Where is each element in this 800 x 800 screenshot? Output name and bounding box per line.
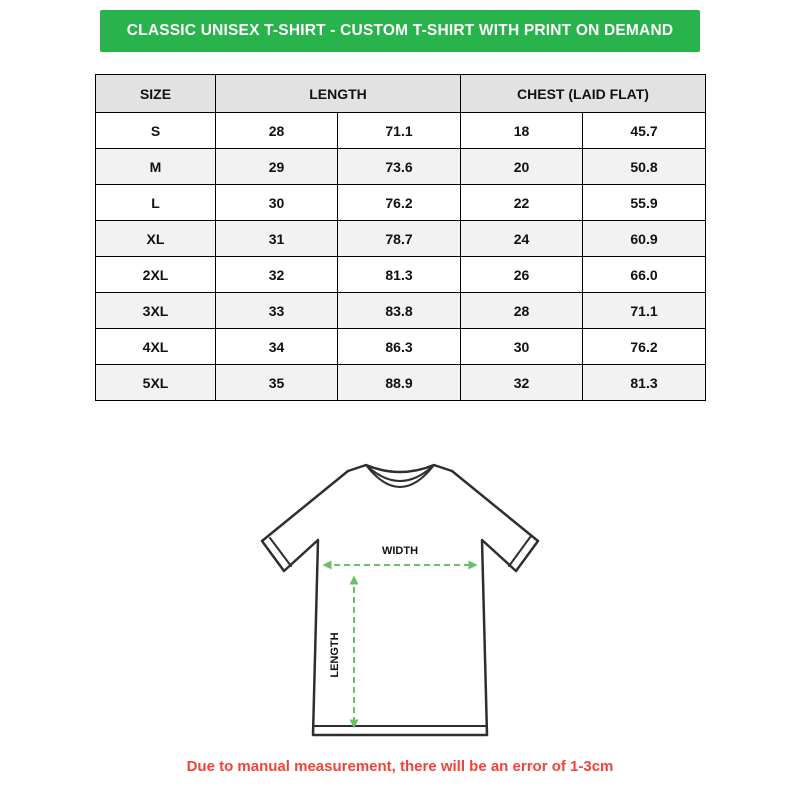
- length-in-cell: 29: [216, 149, 338, 185]
- size-cell: S: [96, 113, 216, 149]
- length-cm-cell: 78.7: [338, 221, 461, 257]
- chest-in-cell: 22: [461, 185, 583, 221]
- length-in-cell: 32: [216, 257, 338, 293]
- size-cell: M: [96, 149, 216, 185]
- table-row: [96, 185, 706, 221]
- length-in-cell: 28: [216, 113, 338, 149]
- chest-in-cell: 20: [461, 149, 583, 185]
- chest-cm-cell: 71.1: [583, 293, 706, 329]
- tshirt-measurement-icon: [250, 445, 550, 745]
- length-cm-cell: 76.2: [338, 185, 461, 221]
- size-cell: 3XL: [96, 293, 216, 329]
- length-in-cell: 33: [216, 293, 338, 329]
- header-size: SIZE: [96, 75, 216, 113]
- chest-in-cell: 30: [461, 329, 583, 365]
- size-cell: 4XL: [96, 329, 216, 365]
- chest-in-cell: 26: [461, 257, 583, 293]
- length-cm-cell: 83.8: [338, 293, 461, 329]
- size-cell: 2XL: [96, 257, 216, 293]
- table-row: [96, 329, 706, 365]
- chest-cm-cell: 60.9: [583, 221, 706, 257]
- length-label: LENGTH: [329, 632, 341, 678]
- width-label: WIDTH: [381, 545, 419, 557]
- title-banner: [100, 10, 700, 52]
- chest-cm-cell: 50.8: [583, 149, 706, 185]
- size-cell: L: [96, 185, 216, 221]
- tshirt-diagram: [250, 445, 550, 745]
- length-cm-cell: 71.1: [338, 113, 461, 149]
- length-in-cell: 31: [216, 221, 338, 257]
- note-text: Due to manual measurement, there will be an error of 1-3cm: [186, 758, 614, 775]
- size-chart-table: [95, 74, 706, 401]
- table-row: [96, 221, 706, 257]
- table-row: [96, 257, 706, 293]
- chest-cm-cell: 45.7: [583, 113, 706, 149]
- chest-cm-cell: 76.2: [583, 329, 706, 365]
- length-cm-cell: 73.6: [338, 149, 461, 185]
- chest-in-cell: 28: [461, 293, 583, 329]
- table-row: [96, 149, 706, 185]
- table-header-row: [96, 75, 706, 113]
- chest-in-cell: 32: [461, 365, 583, 401]
- measurement-error-note: [0, 758, 800, 775]
- table-row: [96, 113, 706, 149]
- chest-in-cell: 18: [461, 113, 583, 149]
- tshirt-outline-icon: [262, 465, 538, 735]
- chest-cm-cell: 81.3: [583, 365, 706, 401]
- header-length: LENGTH: [216, 75, 461, 113]
- table-row: [96, 365, 706, 401]
- table-row: [96, 293, 706, 329]
- chest-in-cell: 24: [461, 221, 583, 257]
- length-in-cell: 34: [216, 329, 338, 365]
- chest-cm-cell: 66.0: [583, 257, 706, 293]
- length-cm-cell: 86.3: [338, 329, 461, 365]
- length-cm-cell: 88.9: [338, 365, 461, 401]
- header-chest: CHEST (LAID FLAT): [461, 75, 706, 113]
- page-title: CLASSIC UNISEX T-SHIRT - CUSTOM T-SHIRT WITH PRINT ON DEMAND: [126, 22, 674, 39]
- length-in-cell: 30: [216, 185, 338, 221]
- size-cell: 5XL: [96, 365, 216, 401]
- length-cm-cell: 81.3: [338, 257, 461, 293]
- chest-cm-cell: 55.9: [583, 185, 706, 221]
- size-cell: XL: [96, 221, 216, 257]
- length-in-cell: 35: [216, 365, 338, 401]
